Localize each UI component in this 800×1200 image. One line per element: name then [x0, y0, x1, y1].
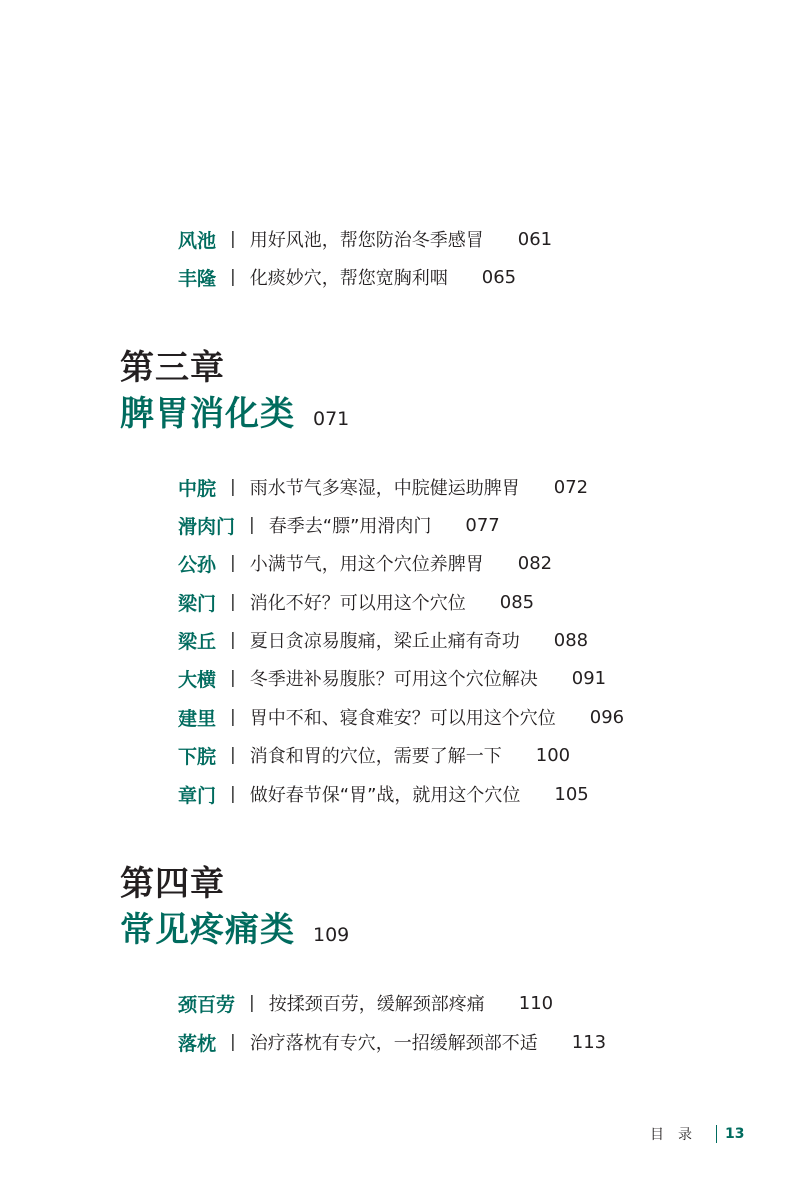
entry-page: 110 — [518, 992, 554, 1014]
separator: | — [230, 707, 236, 727]
acupoint-name: 章门 — [178, 784, 217, 807]
acupoint-name: 落枕 — [178, 1032, 217, 1055]
toc-entry[interactable] — [178, 663, 606, 693]
chapter-number: 第四章 — [120, 864, 225, 904]
chapter-heading[interactable] — [120, 386, 349, 435]
entry-page: 105 — [554, 783, 589, 805]
separator: | — [230, 229, 236, 249]
entry-page: 077 — [465, 514, 500, 536]
separator: | — [230, 267, 236, 287]
entry-page: 072 — [553, 476, 589, 498]
entry-page: 096 — [589, 706, 625, 728]
acupoint-name: 滑肉门 — [178, 515, 236, 538]
toc-entry[interactable] — [178, 510, 500, 540]
acupoint-name: 梁丘 — [178, 630, 217, 653]
toc-entry[interactable] — [178, 472, 588, 502]
toc-entry[interactable] — [178, 702, 624, 732]
entry-description: 胃中不和、寝食难安？可以用这个穴位 — [249, 708, 556, 729]
chapter-number: 第三章 — [120, 348, 225, 388]
entry-page: 113 — [571, 1031, 607, 1053]
entry-description: 消食和胃的穴位，需要了解一下 — [249, 746, 502, 767]
separator: | — [230, 784, 236, 804]
separator: | — [249, 515, 255, 535]
toc-entry[interactable] — [178, 262, 516, 292]
toc-entry[interactable] — [178, 779, 589, 809]
entry-page: 082 — [517, 552, 553, 574]
chapter-page: 071 — [313, 408, 350, 430]
chapter-heading[interactable] — [120, 902, 349, 951]
toc-entry[interactable] — [178, 740, 570, 770]
toc-entry[interactable] — [178, 625, 588, 655]
entry-description: 化痰妙穴，帮您宽胸利咽 — [249, 268, 448, 289]
separator: | — [230, 592, 236, 612]
chapter-title: 常见疼痛类 — [120, 910, 295, 950]
separator: | — [230, 553, 236, 573]
acupoint-name: 大横 — [178, 668, 217, 691]
acupoint-name: 中脘 — [178, 477, 217, 500]
separator: | — [230, 668, 236, 688]
entry-description: 雨水节气多寒湿，中脘健运助脾胃 — [249, 478, 520, 499]
acupoint-name: 风池 — [178, 229, 217, 252]
entry-description: 按揉颈百劳，缓解颈部疼痛 — [268, 994, 485, 1015]
entry-description: 春季去“膘”用滑肉门 — [268, 516, 432, 537]
toc-entry[interactable] — [178, 587, 534, 617]
entry-description: 治疗落枕有专穴，一招缓解颈部不适 — [249, 1033, 538, 1054]
acupoint-name: 梁门 — [178, 592, 217, 615]
acupoint-name: 丰隆 — [178, 267, 217, 290]
separator: | — [230, 745, 236, 765]
acupoint-name: 公孙 — [178, 553, 217, 576]
page-number: 13 — [725, 1126, 745, 1142]
separator: | — [249, 993, 255, 1013]
separator: | — [230, 630, 236, 650]
footer-label: 目录 — [650, 1127, 706, 1143]
separator: | — [230, 477, 236, 497]
acupoint-name: 下脘 — [178, 745, 217, 768]
page-footer — [650, 1124, 744, 1144]
footer-divider — [716, 1125, 717, 1143]
entry-page: 061 — [517, 228, 553, 250]
toc-entry[interactable] — [178, 548, 552, 578]
separator: | — [230, 1032, 236, 1052]
toc-entry[interactable] — [178, 1027, 606, 1057]
chapter-page: 109 — [313, 924, 350, 946]
toc-entry[interactable] — [178, 988, 553, 1018]
entry-page: 091 — [571, 667, 607, 689]
entry-page: 085 — [499, 591, 535, 613]
toc-entry[interactable] — [178, 224, 552, 254]
chapter-title: 脾胃消化类 — [120, 394, 295, 434]
entry-page: 100 — [535, 744, 571, 766]
entry-description: 小满节气，用这个穴位养脾胃 — [249, 554, 484, 575]
entry-description: 夏日贪凉易腹痛，梁丘止痛有奇功 — [249, 631, 520, 652]
entry-page: 088 — [553, 629, 589, 651]
entry-description: 消化不好？可以用这个穴位 — [249, 593, 466, 614]
entry-page: 065 — [481, 266, 517, 288]
entry-description: 冬季进补易腹胀？可用这个穴位解决 — [249, 669, 538, 690]
entry-description: 做好春节保“胃”战，就用这个穴位 — [249, 785, 521, 806]
acupoint-name: 建里 — [178, 707, 217, 730]
acupoint-name: 颈百劳 — [178, 993, 236, 1016]
entry-description: 用好风池，帮您防治冬季感冒 — [249, 230, 484, 251]
